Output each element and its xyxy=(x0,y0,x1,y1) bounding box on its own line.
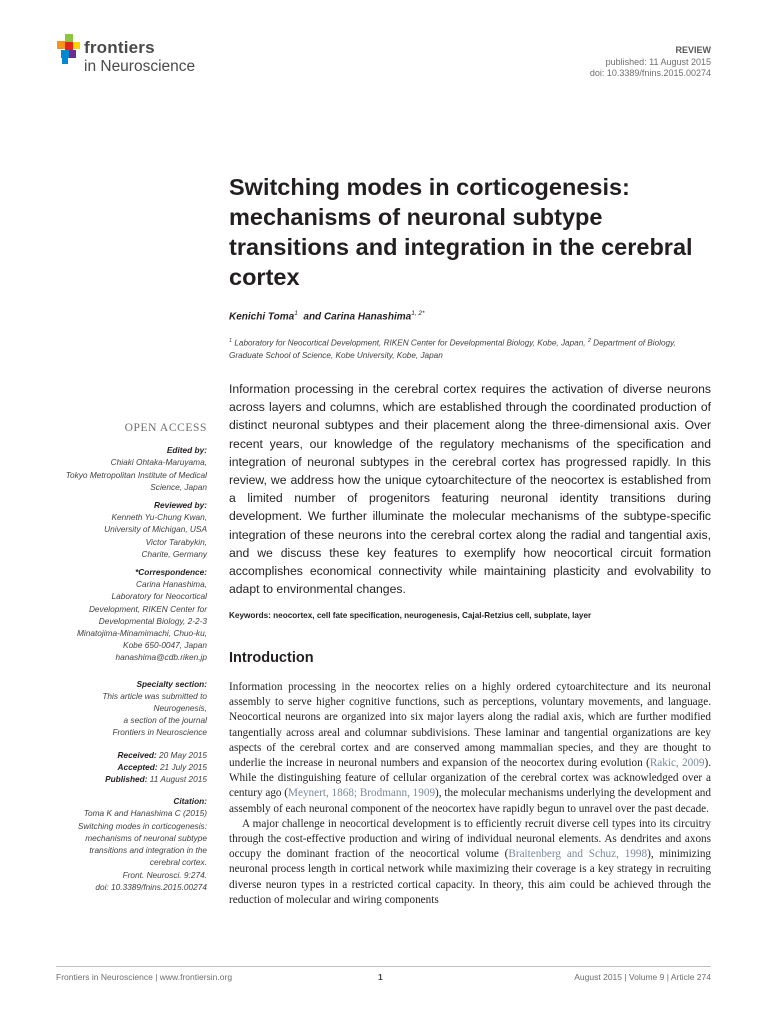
edited-by-label: Edited by: xyxy=(166,445,207,456)
citation-line-1: Toma K and Hanashima C (2015) xyxy=(83,808,207,819)
author-toma-affil: 1 xyxy=(294,310,298,317)
editor-affil-1: Tokyo Metropolitan Institute of Medical xyxy=(65,469,207,480)
affil-sup-1: 1 xyxy=(229,338,233,344)
affiliations xyxy=(229,335,711,363)
citation-braitenberg[interactable]: Braitenberg and Schuz, 1998 xyxy=(508,848,648,861)
affil-sup-2: 2 xyxy=(587,338,591,344)
published-date: published: 11 August 2015 xyxy=(605,56,711,67)
keywords xyxy=(229,611,711,620)
specialty-line-1: This article was submitted to xyxy=(102,690,207,701)
received-label: Received: xyxy=(117,749,157,760)
p1-text-b: ). While the distinguishing feature of cellular organization of the cerebral cortex was acknowledged over a century ago ( xyxy=(229,757,711,800)
footer-divider xyxy=(56,966,711,967)
corr-line-1: Carina Hanashima, xyxy=(135,579,207,590)
citation-meynert-brodmann[interactable]: Meynert, 1868; Brodmann, 1909 xyxy=(288,787,436,800)
article-title: Switching modes in corticogenesis: mechanisms of neuronal subtype transitions and integration in the cerebral cortex xyxy=(229,174,693,290)
reviewer-1-name: Kenneth Yu-Chung Kwan, xyxy=(111,512,207,523)
specialty-section-label: Specialty section: xyxy=(136,678,207,689)
p2-text-b: ), minimizing neuronal process length in cortical network while maximizing their coverage is a key strategy in recruiting diverse neuron types in a restricted cortical capacity. In theory, this aim could be achieved through the reduction of molecular and wiring components xyxy=(229,848,712,906)
citation-line-6: Front. Neurosci. 9:274. xyxy=(122,869,207,880)
keywords-label: Keywords: xyxy=(229,611,271,620)
citation-line-2: Switching modes in corticogenesis: xyxy=(77,820,207,831)
received-date xyxy=(37,749,207,761)
open-access-label: OPEN ACCESS xyxy=(124,422,207,434)
corr-line-5: Minatojima-Minamimachi, Chuo-ku, xyxy=(76,628,207,639)
article-type-label: REVIEW xyxy=(675,45,711,55)
corr-line-4: Developmental Biology, 2-2-3 xyxy=(98,615,207,626)
editor-name: Chiaki Ohtaka-Maruyama, xyxy=(110,457,207,468)
reviewer-1-affil: University of Michigan, USA xyxy=(104,524,207,535)
p2-text-a: A major challenge in neocortical development is to efficiently recruit diverse cell types into its circuitry through the cost-effective production and wiring of individual neuronal elements. As dendrites and axons occupy the dominant fraction of the neocortical volume ( xyxy=(229,817,711,861)
section-heading-introduction: Introduction xyxy=(229,650,314,666)
page-number: 1 xyxy=(378,972,383,982)
citation-rakic[interactable]: Rakic, 2009 xyxy=(649,757,705,770)
citation-label: Citation: xyxy=(173,796,207,807)
author-hanashima-affil: 1, 2 xyxy=(411,310,423,317)
author-list xyxy=(229,310,425,322)
citation-line-3: mechanisms of neuronal subtype xyxy=(85,832,207,843)
reviewer-2-name: Victor Tarabykin, xyxy=(145,536,207,547)
doi-link[interactable]: doi: 10.3389/fnins.2015.00274 xyxy=(589,68,711,78)
received-value: 20 May 2015 xyxy=(159,749,207,760)
logo-word-frontiers: frontiers xyxy=(84,38,155,57)
corr-line-6: Kobe 650-0047, Japan xyxy=(123,640,207,651)
published-value: 11 August 2015 xyxy=(149,774,207,785)
introduction-body xyxy=(229,680,711,908)
correspondence-label: *Correspondence: xyxy=(135,567,207,578)
corr-line-3: Development, RIKEN Center for xyxy=(88,603,207,614)
p1-text-a: Information processing in the neocortex relies on a highly ordered cytoarchitecture and its neuronal assembly to serve higher cognitive functions, such as perceptions, voluntary movements, and language. Neocortical neurons are organized into six major layers along the radial axis, which are further modified tangentially across areal and columnar subdivisions. These laminar and tangential organizations are key aspects of the cerebral cortex and are conserved among mammalian species, and they are thought to underlie the increase in neuronal numbers and expansion of the neocortex during evolution ( xyxy=(229,681,711,770)
corr-line-2: Laboratory for Neocortical xyxy=(111,591,207,602)
specialty-line-4: Frontiers in Neuroscience xyxy=(112,727,207,738)
reviewed-by-label: Reviewed by: xyxy=(153,500,207,511)
citation-line-4: transitions and integration in the xyxy=(89,845,207,856)
corresponding-star: * xyxy=(422,310,425,317)
specialty-line-2: Neurogenesis, xyxy=(153,703,207,714)
keywords-list: neocortex, cell fate specification, neurogenesis, Cajal-Retzius cell, subplate, layer xyxy=(273,611,592,620)
affil-2: Department of Biology, xyxy=(593,338,676,348)
paragraph-1 xyxy=(229,680,711,817)
article-meta-header xyxy=(590,45,711,80)
editor-affil-2: Science, Japan xyxy=(150,481,207,492)
logo-word-journal: in Neuroscience xyxy=(84,58,196,75)
specialty-line-3: a section of the journal xyxy=(123,715,207,726)
published-date-sidebar xyxy=(37,773,207,785)
p1-text-c: ), the molecular mechanisms underlying the development and assembly of each neuronal component of the neocortex have rapidly begun to unravel over the past decade. xyxy=(229,787,711,815)
journal-logo xyxy=(56,34,226,80)
abstract: Information processing in the cerebral cortex requires the activation of diverse neurons across layers and columns, which are established through the coordinated production of distinct neuronal subtypes and their placement along the three-dimensional axis. Over recent years, our knowledge of the regulatory mechanisms of the specification and integration of neuronal subtypes in the cerebral cortex has progressed rapidly. In this review, we address how the unique cytoarchitecture of the neocortex is established from a limited number of progenitors featuring neuronal identity transitions during development. We further illuminate the molecular mechanisms of the subtype-specific integration of these neurons into the cerebral cortex along the radial and tangential axis, and we discuss these key features to exemplify how neocortical circuit formation accomplishes economical connectivity while maintaining plasticity and evolvability to adapt to environmental changes. xyxy=(229,382,711,597)
paragraph-2 xyxy=(229,817,711,908)
accepted-value: 21 July 2015 xyxy=(159,761,207,772)
author-hanashima[interactable]: and Carina Hanashima xyxy=(303,311,412,323)
citation-line-5: cerebral cortex. xyxy=(149,857,207,868)
footer-journal-link[interactable]: Frontiers in Neuroscience | www.frontiersin.org xyxy=(56,972,233,982)
affil-1: Laboratory for Neocortical Development, RIKEN Center for Developmental Biology, Kobe, Japan, xyxy=(234,338,586,348)
accepted-label: Accepted: xyxy=(117,761,158,772)
frontiers-logo-icon xyxy=(56,34,82,64)
accepted-date xyxy=(37,761,207,773)
citation-doi[interactable]: doi: 10.3389/fnins.2015.00274 xyxy=(95,881,207,892)
affil-3: Graduate School of Science, Kobe University, Kobe, Japan xyxy=(229,351,443,361)
published-label: Published: xyxy=(105,774,148,785)
author-toma[interactable]: Kenichi Toma xyxy=(229,311,295,323)
article-info-sidebar xyxy=(37,422,207,893)
reviewer-2-affil: Charite, Germany xyxy=(141,548,207,559)
corr-email-link[interactable]: hanashima@cdb.riken.jp xyxy=(115,652,207,663)
footer-issue-info: August 2015 | Volume 9 | Article 274 xyxy=(574,972,711,982)
